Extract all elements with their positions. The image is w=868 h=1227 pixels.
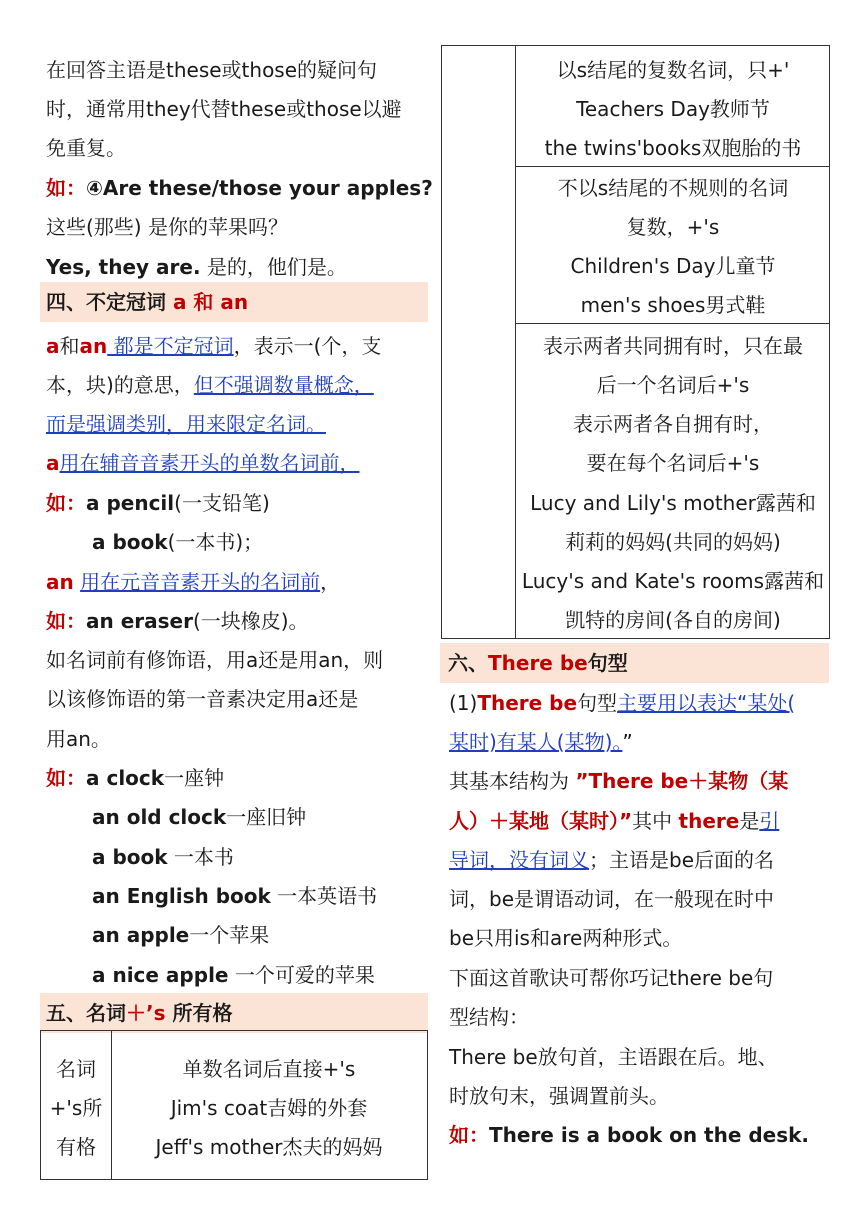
example-cn: (一块橡皮)。 [192,609,309,633]
table-cell: Jim's coat吉姆的外套 [170,1096,368,1120]
example-en: a clock [86,766,165,790]
example-line [92,522,263,562]
table-cell: 莉莉的妈妈(共同的妈妈) [565,530,781,554]
there-be-definition-line2 [449,722,633,762]
item-number: (1) [449,691,478,715]
example-lead: 如： [46,491,86,515]
table-cell: Teachers Day教师节 [576,97,770,121]
punctuation: ， [320,570,341,594]
definition-link[interactable]: 某时)有某人(某物)。 [449,730,623,754]
structure-line: be只用is和are两种形式。 [449,926,683,950]
heading-text: 六、 [448,651,488,675]
there-be-definition [449,683,795,723]
heading-text: 四、不定冠词 [46,290,173,314]
answer-cn: 是的，他们是。 [200,255,347,279]
example-cn: 一座钟 [164,766,225,790]
heading-emphasis: ＋’s [126,1001,166,1025]
table-cell: the twins'books双胞胎的书 [544,136,802,160]
emphasis-link[interactable]: 但不强调数量概念， [193,373,374,397]
example-en: a pencil [86,491,175,515]
section-heading-6 [440,643,829,683]
paragraph-line: 时，通常用they代替these或those以避 [46,97,402,121]
paragraph-line: 如名词前有修饰语，用a还是用an，则 [46,648,384,672]
a-usage-rule [46,443,360,483]
example-line [46,483,270,523]
rhyme-line: 时放句末，强调置前头。 [449,1084,669,1108]
table-cell: 凯特的房间(各自的房间) [565,608,781,632]
answer-en: Yes, they are. [46,255,201,279]
example-line [46,168,433,208]
example-line [92,955,375,995]
structure-formula: 人）＋某地（某时）” [449,809,633,833]
rule-link[interactable]: 引 [759,809,780,833]
example-en: a nice apple [92,963,229,987]
table-cell: Jeff's mother杰夫的妈妈 [155,1135,383,1159]
paragraph-line: 用an。 [46,727,111,751]
table-cell: 复数，+'s [626,215,720,239]
section-heading-4 [40,282,428,322]
plain-text: ；主语是be后面的名 [589,848,774,872]
definition-rest: ，表示一(个，支 [233,334,382,358]
example-question: ④Are these/those your apples? [86,176,433,200]
example-line [92,837,234,877]
possessive-table [40,1030,428,1180]
article-an: an [46,570,74,594]
example-line [46,601,309,641]
example-line [92,876,377,916]
example-cn: 一座旧钟 [226,805,307,829]
example-cn: 一本英语书 [270,884,378,908]
table-label: 有格 [56,1135,96,1159]
possessive-table-continued [441,45,830,639]
example-en: a book [92,530,168,554]
rule-link[interactable]: 用在辅音音素开头的单数名词前， [59,451,360,475]
example-cn: 一本书 [167,845,234,869]
plain-text: 是 [739,809,760,833]
structure-formula: ”There be＋某物（某 [575,769,789,793]
paragraph-line: 以该修饰语的第一音素决定用a还是 [46,687,359,711]
rule-link[interactable]: 导词，没有词义 [449,848,589,872]
example-cn: 一个可爱的苹果 [228,963,375,987]
an-usage-rule [46,562,340,602]
example-lead: 如： [46,609,86,633]
example-lead: 如： [46,766,86,790]
punctuation: ” [622,730,633,754]
plain-text: 其基本结构为 [449,769,576,793]
article-an: an [79,334,108,358]
structure-line: 词，be是谓语动词，在一般现在时中 [449,887,774,911]
table-cell: Children's Day儿童节 [570,254,776,278]
example-lead: 如： [449,1123,489,1147]
plain-text: 本，块)的意思， [46,373,194,397]
paragraph-line: 型结构： [449,1005,529,1029]
example-cn: (一本书)； [167,530,264,554]
rule-link[interactable]: 用在元音音素开头的名词前 [80,570,321,594]
table-cell: 单数名词后直接+'s [182,1057,356,1081]
table-cell: Lucy's and Kate's rooms露茜和 [521,569,825,593]
heading-text: 五、名词 [46,1001,126,1025]
table-cell: 表示两者各自拥有时， [573,412,773,436]
article-definition-line2 [46,365,374,405]
structure-line [449,840,774,880]
table-cell: 以s结尾的复数名词，只+' [556,58,790,82]
conjunction: 和 [59,334,80,358]
heading-emphasis: a 和 an [172,290,249,314]
there-be: There be [477,691,578,715]
table-label: +'s所 [49,1096,103,1120]
section-heading-5 [40,993,428,1033]
article-definition-line3 [46,404,326,444]
paragraph-line: 免重复。 [46,136,126,160]
example-line [92,797,306,837]
table-cell: men's shoes男式鞋 [580,293,766,317]
article-a: a [46,334,60,358]
example-en: There is a book on the desk. [489,1123,810,1147]
example-cn: (一支铅笔) [174,491,270,515]
rhyme-line: There be放句首，主语跟在后。地、 [449,1045,778,1069]
example-en: an eraser [86,609,193,633]
example-line [46,758,224,798]
example-en: an old clock [92,805,227,829]
table-cell: Lucy and Lily's mother露茜和 [530,491,816,515]
article-a: a [46,451,60,475]
paragraph-line: 在回答主语是these或those的疑问句 [46,58,378,82]
plain-text: 句型 [577,691,618,715]
emphasis-link[interactable]: 而是强调类别，用来限定名词。 [46,412,326,436]
table-label: 名词 [56,1057,96,1081]
example-en: an English book [92,884,271,908]
example-translation: 这些(那些) 是你的苹果吗？ [46,215,288,239]
heading-tail: 所有格 [165,1001,233,1025]
example-en: a book [92,845,168,869]
paragraph-line: 下面这首歌诀可帮你巧记there be句 [449,966,774,990]
table-cell: 后一个名词后+'s [596,373,750,397]
there-word: there [678,809,740,833]
table-cell: 要在每个名词后+'s [586,451,760,475]
example-line [92,915,269,955]
example-line [449,1115,809,1155]
example-answer [46,247,347,287]
article-definition [46,326,381,366]
structure-line [449,801,779,841]
table-cell: 表示两者共同拥有时，只在最 [543,334,803,358]
table-cell: 不以s结尾的不规则的名词 [557,176,789,200]
example-lead: 如： [46,176,86,200]
heading-emphasis: There be [488,651,588,675]
example-cn: 一个苹果 [189,923,270,947]
definition-link[interactable]: 主要用以表达“某处( [617,691,796,715]
structure-line [449,761,788,801]
heading-tail: 句型 [587,651,628,675]
definition-link[interactable]: 都是不定冠词 [107,334,234,358]
example-en: an apple [92,923,190,947]
plain-text: 其中 [632,809,679,833]
